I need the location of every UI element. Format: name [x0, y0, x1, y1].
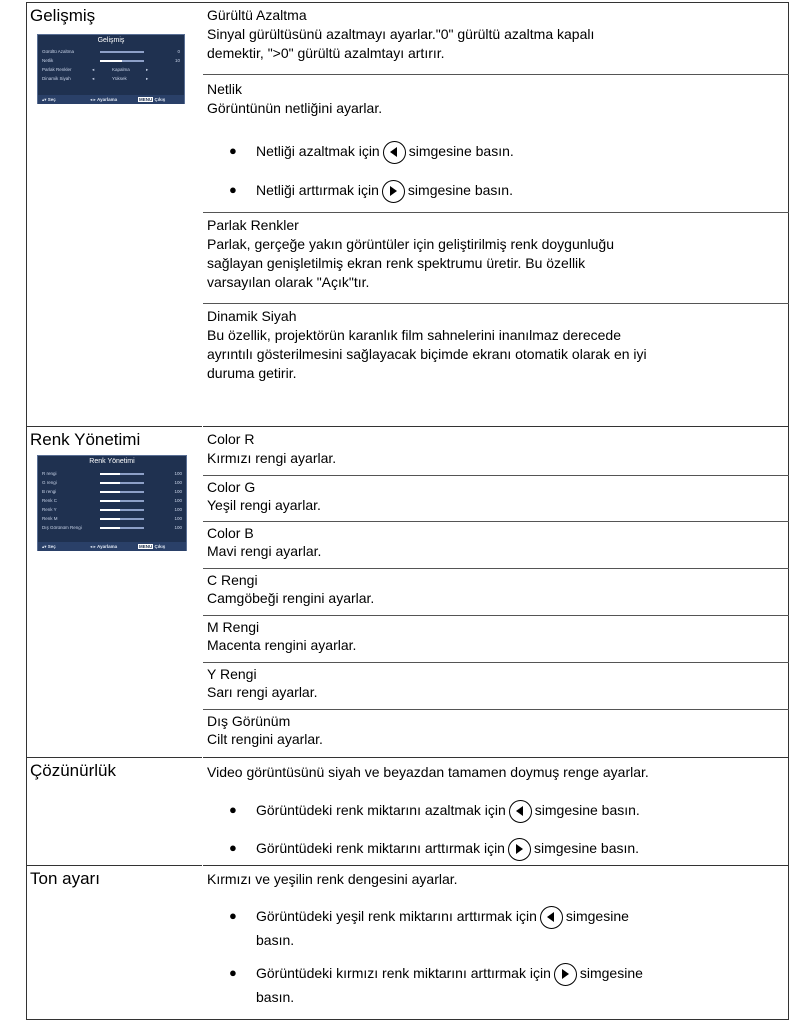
- item-desc: Bu özellik, projektörün karanlık film sahnelerini inanılmaz derecede: [207, 327, 621, 343]
- item-desc: Sinyal gürültüsünü azaltmayı ayarlar."0" gürültü azaltma kapalı: [207, 26, 595, 42]
- item-name: Parlak Renkler: [207, 217, 299, 233]
- item-name: M Rengi: [207, 619, 260, 635]
- item-y-rengi: [203, 663, 789, 710]
- item-m-rengi: [203, 616, 789, 663]
- item-name: Netlik: [207, 81, 243, 97]
- left-arrow-icon: [540, 906, 563, 929]
- bullet-icon: ●: [229, 965, 237, 980]
- bullet-item: ● Netliği arttırmak için simgesine basın.: [203, 180, 789, 199]
- osd-row: Netlik 10: [42, 58, 180, 63]
- osd-slider: [100, 60, 144, 62]
- right-arrow-icon: ▸: [146, 67, 149, 72]
- osd-row: Renk C 100: [42, 498, 182, 503]
- osd-title: Gelişmiş: [97, 37, 125, 44]
- item-desc: Video görüntüsünü siyah ve beyazdan tamamen doymuş renge ayarlar.: [207, 764, 649, 780]
- item-desc: Yeşil rengi ayarlar.: [207, 497, 321, 513]
- left-arrow-icon: ◂: [92, 67, 95, 72]
- bullet-icon: ●: [229, 840, 237, 855]
- bullet-icon: ●: [229, 143, 237, 158]
- bullet-icon: ●: [229, 182, 237, 197]
- osd-row: Renk M 100: [42, 516, 182, 521]
- bullet-item: ● Görüntüdeki yeşil renk miktarını arttırmak için simgesine basın.: [229, 908, 629, 948]
- item-name: Dış Görünüm: [207, 713, 291, 729]
- osd-row: Renk Y 100: [42, 507, 182, 512]
- right-arrow-icon: [508, 838, 531, 861]
- item-desc: Görüntünün netliğini ayarlar.: [207, 100, 383, 116]
- section-cozunurluk: [27, 758, 202, 866]
- section-gelismis: [27, 3, 202, 427]
- item-color-g: [203, 476, 789, 522]
- item-dinamik-siyah: [203, 304, 789, 427]
- osd-footer: ▴▾ Seç ◂ ▸ Ayarlama MENU Çıkış: [38, 542, 186, 551]
- section-title: Ton ayarı: [30, 869, 100, 888]
- item-parlak-renkler: [203, 213, 789, 304]
- settings-table: [26, 2, 789, 1020]
- section-title: Çözünürlük: [30, 761, 116, 780]
- bullet-item: ● Görüntüdeki renk miktarını azaltmak için simgesine basın.: [203, 800, 789, 819]
- left-arrow-icon: ◂: [92, 76, 95, 81]
- section-renk-yonetimi: [27, 427, 202, 758]
- right-arrow-icon: ▸: [146, 76, 149, 81]
- item-name: Color G: [207, 479, 256, 495]
- item-desc: Parlak, gerçeğe yakın görüntüler için geliştirilmiş renk doygunluğu: [207, 236, 614, 252]
- item-color-r: [203, 427, 789, 476]
- bullet-item: ● Netliği azaltmak için simgesine basın.: [203, 141, 789, 160]
- item-desc: varsayılan olarak "Açık"tır.: [207, 274, 370, 290]
- item-netlik: [203, 75, 789, 213]
- item-desc: Macenta rengini ayarlar.: [207, 637, 357, 653]
- osd-slider: [100, 51, 144, 53]
- item-desc: Mavi rengi ayarlar.: [207, 543, 322, 559]
- item-name: Dinamik Siyah: [207, 308, 297, 324]
- left-arrow-icon: [383, 141, 406, 164]
- item-name: Gürültü Azaltma: [207, 7, 307, 23]
- osd-row: Parlak Renkler ◂ Kapalma ▸: [42, 67, 149, 72]
- item-desc: sağlayan genişletilmiş ekran renk spektrumu üretir. Bu özellik: [207, 255, 586, 271]
- left-arrow-icon: [509, 800, 532, 823]
- bullet-icon: ●: [229, 908, 237, 923]
- bullet-item: ● Görüntüdeki renk miktarını arttırmak için simgesine basın.: [203, 838, 789, 857]
- section-ton-ayari: [27, 866, 202, 1020]
- osd-footer: ▴▾ Seç ◂ ▸ Ayarlama MENU Çıkış: [38, 95, 184, 104]
- item-ton-ayari: [203, 866, 789, 1020]
- bullet-icon: ●: [229, 802, 237, 817]
- item-desc: Kırmızı rengi ayarlar.: [207, 450, 337, 466]
- item-cozunurluk: [203, 758, 789, 866]
- osd-menu-renk-yonetimi: [37, 455, 187, 551]
- osd-menu-gelismis: [37, 34, 185, 104]
- item-color-b: [203, 522, 789, 569]
- item-dis-gorunum: [203, 710, 789, 758]
- right-arrow-icon: [382, 180, 405, 203]
- item-desc: Camgöbeği rengini ayarlar.: [207, 590, 375, 606]
- bullet-item: ● Görüntüdeki kırmızı renk miktarını arttırmak için simgesine basın.: [229, 965, 643, 1005]
- item-c-rengi: [203, 569, 789, 616]
- osd-row: Dinamik Siyah ◂ Yüksek ▸: [42, 76, 149, 81]
- item-desc: Sarı rengi ayarlar.: [207, 684, 318, 700]
- section-title: Gelişmiş: [30, 6, 96, 25]
- item-name: Color R: [207, 431, 255, 447]
- osd-row: Gürültü Azaltma 0: [42, 49, 180, 54]
- osd-row: B rengi 100: [42, 489, 182, 494]
- osd-row: G rengi 100: [42, 480, 182, 485]
- osd-row: R rengi 100: [42, 471, 182, 476]
- item-desc: duruma getirir.: [207, 365, 297, 381]
- section-title: Renk Yönetimi: [30, 430, 141, 449]
- item-name: Y Rengi: [207, 666, 257, 682]
- item-desc: Kırmızı ve yeşilin renk dengesini ayarlar.: [207, 871, 458, 887]
- item-name: Color B: [207, 525, 254, 541]
- item-desc: demektir, ">0" gürültü azalmtayı artırır.: [207, 45, 445, 61]
- item-desc: Cilt rengini ayarlar.: [207, 731, 323, 747]
- osd-title: Renk Yönetimi: [89, 458, 135, 465]
- item-name: C Rengi: [207, 572, 258, 588]
- osd-row: Dış Görünüm Rengi 100: [42, 525, 182, 530]
- right-arrow-icon: [554, 963, 577, 986]
- item-desc: ayrıntılı gösterilmesini sağlayacak biçimde ekranı otomatik olarak en iyi: [207, 346, 647, 362]
- item-gurultu-azaltma: [203, 3, 789, 75]
